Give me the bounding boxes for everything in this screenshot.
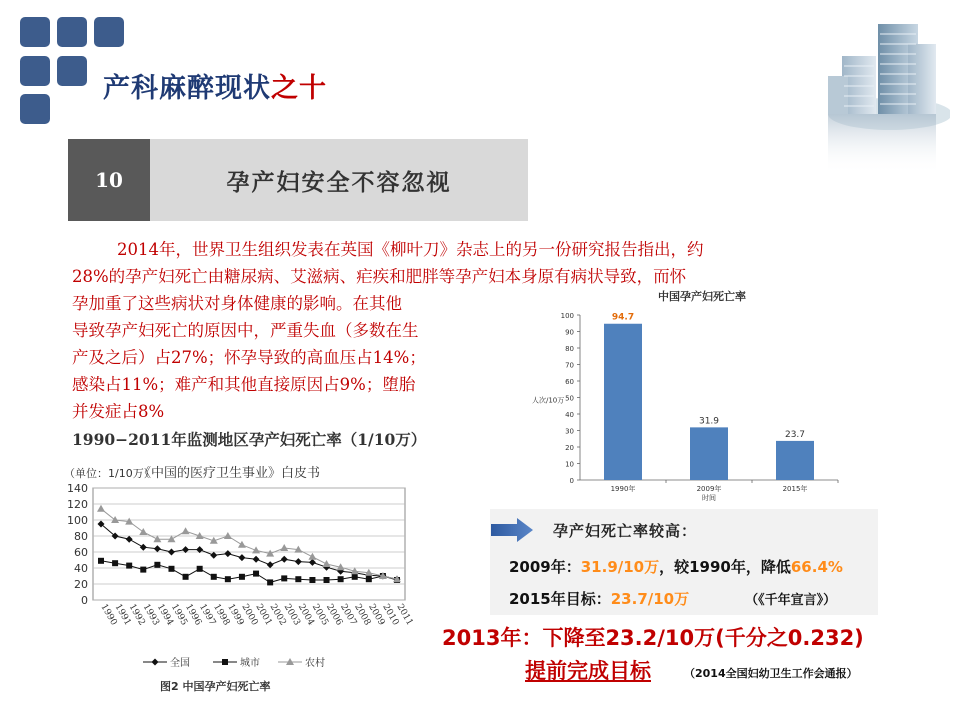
- bar-value-label: 94.7: [611, 312, 635, 323]
- data-point: [197, 566, 203, 572]
- info-2015-prefix: 2015年目标：: [509, 590, 611, 608]
- data-point: [338, 576, 344, 582]
- bar-value-label: 23.7: [784, 429, 806, 440]
- data-point: [324, 577, 330, 583]
- x-tick-label: 2001: [253, 602, 274, 628]
- info-line-2009: [509, 556, 843, 577]
- data-point: [281, 575, 287, 581]
- y-tick-label: 140: [67, 482, 88, 495]
- paragraph-line: 感染占11%；难产和其他直接原因占9%；堕胎: [72, 375, 416, 394]
- info-line-2015: [509, 588, 836, 609]
- line-chart-source: 《中国的医疗卫生事业》白皮书: [138, 466, 321, 481]
- data-point: [183, 574, 189, 580]
- data-point: [267, 579, 273, 585]
- x-tick-label: 2011: [394, 602, 415, 628]
- x-tick-label: 1994: [154, 602, 175, 628]
- y-tick-label: 40: [565, 411, 574, 419]
- info-header: 孕产妇死亡率较高：: [553, 522, 698, 540]
- section-number: 10: [68, 139, 150, 221]
- bar-value-label: 31.9: [698, 416, 720, 427]
- deco-square: [20, 56, 50, 86]
- paragraph-line: 2014年，世界卫生组织发表在英国《柳叶刀》杂志上的另一份研究报告指出，约: [117, 240, 704, 259]
- info-2015-note: （《千年宣言》）: [745, 593, 837, 608]
- x-tick-label: 1993: [140, 602, 161, 628]
- bar-chart-xlabel: 时间: [702, 494, 716, 502]
- line-chart-caption: 图2 中国孕产妇死亡率: [160, 680, 271, 693]
- y-tick-label: 80: [565, 345, 574, 353]
- legend-label: 城市: [240, 658, 260, 669]
- legend-label: 农村: [305, 658, 325, 669]
- deco-square: [57, 56, 87, 86]
- info-2009-value: 31.9/10万: [580, 558, 660, 576]
- line-chart-unit: （单位：1/10万）: [64, 467, 155, 480]
- x-tick-label: 2004: [295, 602, 316, 628]
- building-image: [820, 14, 950, 204]
- y-tick-label: 60: [74, 546, 88, 559]
- data-point: [211, 574, 217, 580]
- x-tick-label: 1999: [225, 602, 246, 628]
- x-tick-label: 2015年: [782, 485, 808, 493]
- y-tick-label: 20: [565, 444, 574, 452]
- paragraph-line: 并发症占8%: [72, 402, 165, 421]
- x-tick-label: 2006: [323, 602, 345, 628]
- y-tick-label: 30: [565, 427, 574, 436]
- paragraph-line: 导致孕产妇死亡的原因中，严重失血（多数在生: [72, 321, 419, 340]
- y-tick-label: 80: [74, 530, 88, 543]
- data-point: [98, 558, 104, 564]
- legend-label: 全国: [170, 658, 190, 669]
- x-tick-label: 1998: [211, 602, 232, 628]
- section-title: 孕产妇安全不容忽视: [150, 139, 528, 221]
- legend-marker: [152, 659, 159, 666]
- paragraph-line: 产及之后）占27%；怀孕导致的高血压占14%；: [72, 348, 426, 367]
- x-tick-label: 2000: [239, 602, 260, 628]
- y-tick-label: 120: [67, 498, 88, 511]
- y-tick-label: 90: [565, 328, 574, 337]
- data-point: [168, 566, 174, 572]
- line-chart-subtitle: 1990−2011年监测地区孕产妇死亡率（1/10万）: [72, 430, 427, 449]
- y-tick-label: 40: [74, 562, 88, 575]
- conclusion-line: 2013年：下降至23.2/10万(千分之0.232): [442, 626, 864, 650]
- plot-area: [93, 488, 405, 600]
- data-point: [295, 576, 301, 582]
- y-tick-label: 0: [569, 477, 574, 485]
- info-2009-prefix: 2009年：: [509, 558, 581, 576]
- x-tick-label: 2005: [309, 602, 330, 628]
- data-point: [154, 562, 160, 568]
- y-tick-label: 50: [565, 394, 574, 403]
- x-tick-label: 1995: [168, 602, 189, 628]
- y-tick-label: 70: [565, 361, 574, 370]
- goal-achieved: 提前完成目标: [525, 659, 651, 683]
- data-point: [366, 576, 372, 582]
- x-tick-label: 2003: [281, 602, 302, 628]
- y-tick-label: 100: [67, 514, 88, 527]
- bar: [604, 324, 642, 480]
- x-tick-label: 1991: [112, 602, 133, 628]
- legend-marker: [222, 659, 228, 665]
- page-title-accent: 之十: [271, 73, 327, 104]
- y-tick-label: 10: [565, 460, 574, 469]
- notice-source: （2014全国妇幼卫生工作会通报）: [684, 667, 858, 680]
- bar-chart: [530, 288, 860, 503]
- info-2015-value: 23.7/10万: [610, 590, 690, 608]
- x-tick-label: 2007: [338, 602, 359, 628]
- bar-chart-ylabel: 人次/10万: [532, 396, 565, 405]
- bar: [690, 427, 728, 480]
- bar-chart-title: 中国孕产妇死亡率: [658, 290, 746, 303]
- deco-square: [57, 17, 87, 47]
- data-point: [309, 577, 315, 583]
- deco-square: [94, 17, 124, 47]
- x-tick-label: 2010: [380, 602, 401, 628]
- x-tick-label: 1990: [98, 602, 119, 628]
- data-point: [140, 567, 146, 573]
- data-point: [225, 576, 231, 582]
- deco-square: [20, 94, 50, 124]
- x-tick-label: 1996: [182, 602, 204, 628]
- y-tick-label: 20: [74, 578, 88, 591]
- x-tick-label: 1990年: [610, 485, 636, 493]
- paragraph-line: 28%的孕产妇死亡由糖尿病、艾滋病、疟疾和肥胖等孕产妇本身原有病状导致，而怀: [72, 267, 687, 286]
- data-point: [253, 571, 259, 577]
- y-tick-label: 0: [81, 594, 88, 607]
- y-tick-label: 100: [560, 312, 574, 320]
- info-2009-pct: 66.4%: [790, 558, 843, 576]
- x-tick-label: 2009: [366, 602, 387, 628]
- x-tick-label: 1997: [197, 602, 218, 628]
- data-point: [239, 574, 245, 580]
- arrow-right-icon: [491, 518, 533, 542]
- x-tick-label: 2008: [352, 602, 373, 628]
- x-tick-label: 2002: [267, 602, 288, 628]
- data-point: [112, 560, 118, 566]
- deco-square: [20, 17, 50, 47]
- data-point: [126, 563, 132, 569]
- page-title-main: 产科麻醉现状: [103, 73, 271, 104]
- line-chart: [55, 478, 415, 678]
- x-tick-label: 2009年: [696, 485, 722, 493]
- data-point: [352, 574, 358, 580]
- y-tick-label: 60: [565, 378, 574, 386]
- info-2009-mid: ，较1990年，降低: [659, 558, 791, 576]
- x-tick-label: 1992: [126, 602, 147, 628]
- paragraph-line: 孕加重了这些病状对身体健康的影响。在其他: [72, 294, 402, 313]
- bar: [776, 441, 814, 480]
- page-title: [103, 66, 327, 105]
